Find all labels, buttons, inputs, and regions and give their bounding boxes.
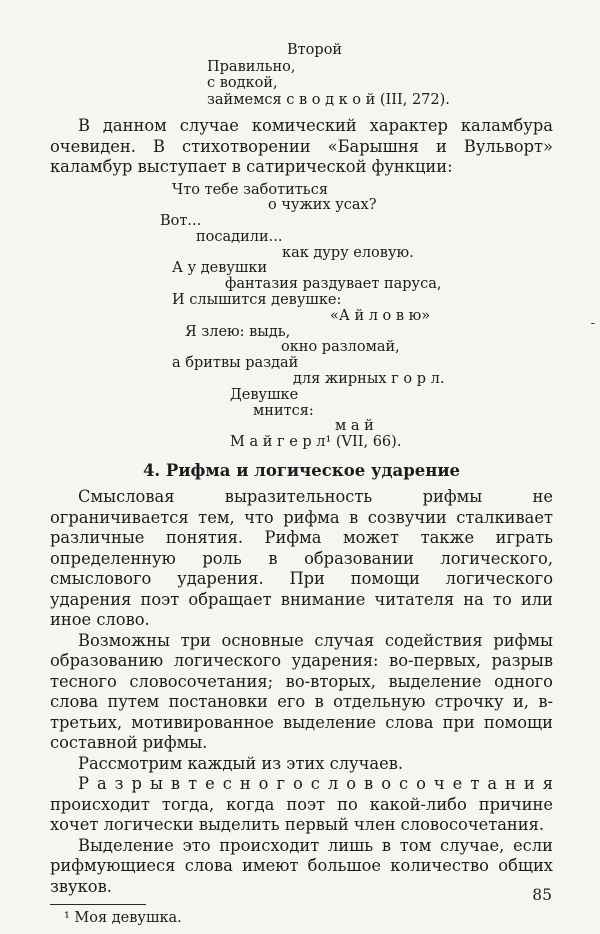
verse-line: Я злею: выдь, bbox=[185, 323, 291, 340]
verse-line: займемся с в о д к о й (III, 272). bbox=[207, 91, 450, 108]
poem-block bbox=[50, 183, 553, 452]
verse-line: Вот... bbox=[160, 213, 202, 230]
page-number: 85 bbox=[532, 886, 552, 904]
paragraph: Р а з р ы в т е с н о г о с л о в о с о ч е т а н и я происходит тогда, когда поэт по какой-либо причине хочет логически выделить первый член словосочетания. bbox=[50, 774, 553, 835]
verse-line: Правильно, bbox=[207, 58, 296, 75]
verse-line: как дуру еловую. bbox=[282, 244, 414, 261]
verse-line: Девушке bbox=[230, 386, 299, 403]
verse-line: для жирных г о р л. bbox=[293, 371, 445, 388]
scan-artifact-mark: - bbox=[590, 316, 595, 331]
verse-line: м а й bbox=[335, 418, 374, 435]
verse-line: Второй bbox=[287, 42, 343, 58]
verse-line: о чужих усах? bbox=[268, 197, 377, 214]
verse-line: М а й г е р л¹ (VII, 66). bbox=[230, 434, 402, 451]
section-heading: 4. Рифма и логическое ударение bbox=[142, 461, 461, 481]
paragraph: Выделение это происходит лишь в том случае, если рифмующиеся слова имеют большое количество общих звуков. bbox=[50, 835, 553, 896]
paragraph: Возможны три основные случая содействия рифмы образованию логического ударения: во-первых, разрыв тесного словосочетания; во-вторых, выделение одного слова путем постановки его в отдельную строчку и, в-третьих, мотивированное выделение слова при помощи составной рифмы. bbox=[50, 630, 553, 753]
verse-line: окно разломай, bbox=[281, 339, 400, 356]
verse-line: Что тебе заботиться bbox=[172, 181, 328, 198]
paragraph: Рассмотрим каждый из этих случаев. bbox=[78, 753, 404, 773]
verse-line: И слышится девушке: bbox=[172, 292, 342, 309]
footnote-divider bbox=[50, 904, 146, 905]
verse-line: а бритвы раздай bbox=[172, 355, 299, 372]
footnote: ¹ Моя девушка. bbox=[64, 910, 182, 927]
quote-block-top bbox=[50, 42, 553, 108]
paragraph: Смысловая выразительность рифмы не ограничивается тем, что рифма в созвучии сталкивает различные понятия. Рифма может также играть определенную роль в образовании логического, смыслового ударения. При помощи логического ударения поэт обращает внимание читателя на то или иное слово. bbox=[50, 487, 553, 630]
verse-line: А у девушки bbox=[172, 260, 268, 277]
verse-line: фантазия раздувает паруса, bbox=[225, 276, 442, 293]
verse-line: посадили... bbox=[196, 228, 283, 245]
verse-line: с водкой, bbox=[207, 75, 278, 91]
paragraph: В данном случае комический характер каламбура очевиден. В стихотворении «Барышня и Вульворт» каламбур выступает в сатирической функции: bbox=[50, 116, 553, 176]
verse-line: мнится: bbox=[253, 402, 314, 419]
verse-line: «А й л о в ю» bbox=[330, 307, 431, 324]
